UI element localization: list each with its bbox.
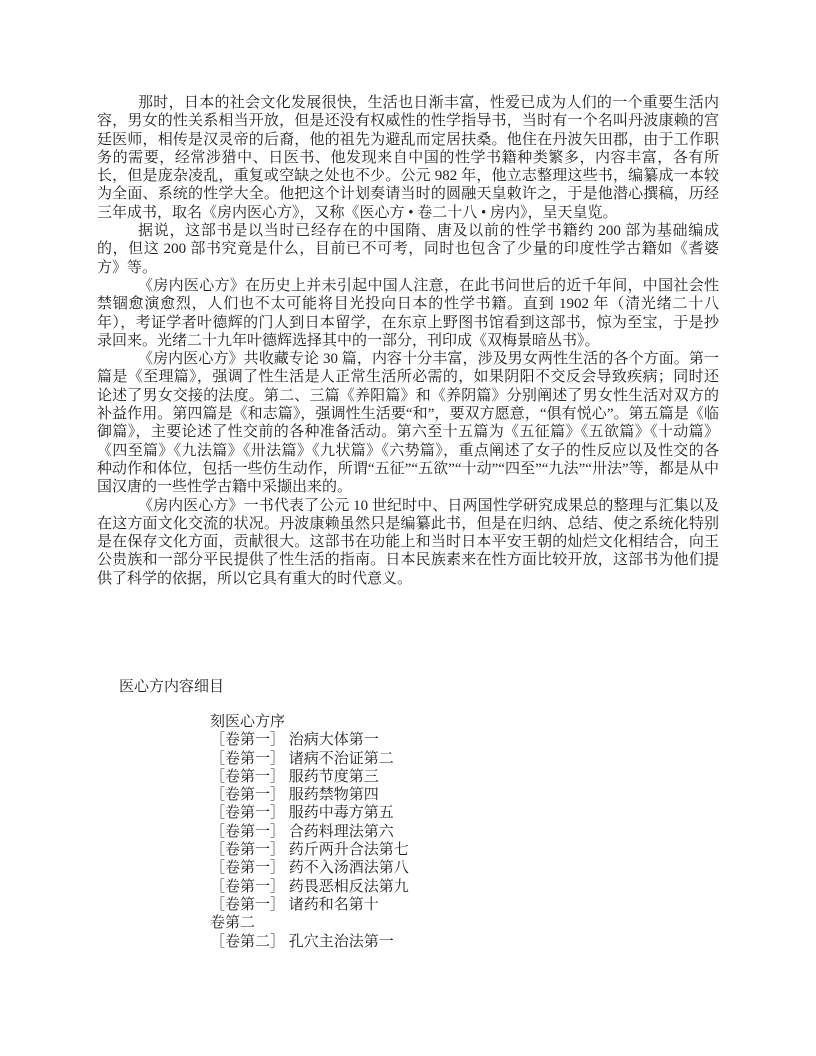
toc-item: ［卷第一］ 诸药和名第十 bbox=[210, 896, 379, 913]
toc-item: ［卷第一］ 药畏恶相反法第九 bbox=[210, 878, 409, 895]
toc-item: ［卷第一］ 药斤两升合法第七 bbox=[210, 842, 409, 859]
section-heading: 医心方内容细目 bbox=[119, 679, 225, 695]
toc-list bbox=[210, 713, 409, 951]
article-text bbox=[97, 94, 719, 588]
paragraph: 《房内医心方》一书代表了公元 10 世纪时中、日两国性学研究成果总的整理与汇集以及在这方面文化交流的状况。丹波康赖虽然只是编纂此书，但是在归纳、总结、使之系统化特别是在保存文化方面，贡献很大。这部书在功能上和当时日本平安王朝的灿烂文化相结合，向王公贵族和一部分平民提供了性生活的指南。日本民族素来在性方面比较开放，这部书为他们提供了科学的依据，所以它具有重大的时代意义。 bbox=[97, 497, 719, 587]
toc-item: ［卷第一］ 服药禁物第四 bbox=[210, 787, 379, 804]
toc-item: ［卷第一］ 服药中毒方第五 bbox=[210, 805, 394, 822]
paragraph: 那时，日本的社会文化发展很快，生活也日渐丰富，性爱已成为人们的一个重要生活内容，男女的性关系相当开放，但是还没有权威性的性学指导书，当时有一个名叫丹波康赖的宫廷医师，相传是汉灵帝的后裔，他的祖先为避乱而定居扶桑。他住在丹波矢田郡，由于工作职务的需要，经常涉猎中、日医书、他发现来自中国的性学书籍种类繁多，内容丰富，各有所长，但是庞杂凌乱，重复或空缺之处也不少。公元 982 年，他立志整理这些书，编纂成一本较为全面、系统的性学大全。他把这个计划奏请当时的圆融天皇敕许之，于是他潜心撰稿，历经三年成书，取名《房内医心方》，又称《医心方 • 卷二十八 • 房内》，呈天皇览。 bbox=[97, 95, 719, 221]
paragraph: 《房内医心方》在历史上并未引起中国人注意，在此书问世后的近千年间，中国社会性禁锢愈演愈烈，人们也不太可能将目光投向日本的性学书籍。直到 1902 年（清光绪二十八年），考证学者叶德辉的门人到日本留学，在东京上野图书馆看到这部书，惊为至宝，于是抄录回来。光绪二十九年叶德辉选择其中的一部分，刊印成《双梅景暗丛书》。 bbox=[97, 277, 719, 349]
toc-item: ［卷第一］ 诸病不治证第二 bbox=[210, 750, 394, 767]
toc-item: ［卷第一］ 药不入汤酒法第八 bbox=[210, 860, 409, 877]
paragraph: 《房内医心方》共收藏专论 30 篇，内容十分丰富，涉及男女两性生活的各个方面。第一篇是《至理篇》，强调了性生活是人正常生活所必需的，如果阴阳不交反会导致疾病；同时还论述了男女交接的法度。第二、三篇《养阳篇》和《养阴篇》分别阐述了男女性生活对双方的补益作用。第四篇是《和志篇》，强调性生活要“和”，要双方愿意，“俱有悦心”。第五篇是《临御篇》，主要论述了性交前的各种准备活动。第六至十五篇为《五征篇》《五欲篇》《十动篇》《四至篇》《九法篇》《卅法篇》《九状篇》《六势篇》，重点阐述了女子的性反应以及性交的各种动作和体位，包括一些仿生动作，所谓“五征”“五欲”“十动”“四至”“九法”“卅法”等，都是从中国汉唐的一些性学古籍中采撷出来的。 bbox=[97, 351, 719, 496]
paragraph: 据说，这部书是以当时已经存在的中国隋、唐及以前的性学书籍约 200 部为基础编成的，但这 200 部书究竟是什么，目前已不可考，同时也包含了少量的印度性学古籍如《耆婆方》等。 bbox=[97, 223, 719, 276]
toc-item: ［卷第一］ 治病大体第一 bbox=[210, 732, 379, 749]
toc-item: ［卷第一］ 合药料理法第六 bbox=[210, 823, 394, 840]
toc-item: ［卷第二］ 孔穴主治法第一 bbox=[210, 933, 394, 950]
toc-volume-heading: 卷第二 bbox=[210, 915, 256, 932]
toc-item: ［卷第一］ 服药节度第三 bbox=[210, 768, 379, 785]
toc-preface-item: 刻医心方序 bbox=[210, 714, 286, 730]
